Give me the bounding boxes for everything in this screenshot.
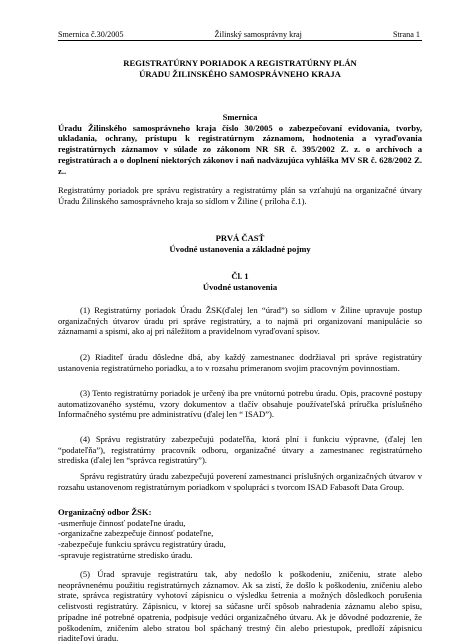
smernica-section (58, 112, 422, 176)
article-title: Úvodné ustanovenia (202, 281, 278, 292)
paragraph-4b: Správu registratúry úradu zabezpečujú poverení zamestnanci príslušných organizačných útvarov v rozsahu ustanovenom registratúrnym poriadkom v spolupráci s tvorcom ISAD Fabasoft Data Group. (58, 471, 422, 492)
intro-paragraph: Registratúrny poriadok pre správu registratúry a registratúrny plán sa vzťahujú na organizačné útvary Úradu Žilinského samosprávneho kraja so sídlom v Žiline ( príloha č.1). (58, 185, 422, 206)
org-item: -zabezpečuje funkciu správcu registratúry úradu, (58, 539, 226, 550)
paragraph-1: (1) Registratúrny poriadok Úradu ŽSK(ďalej len “úrad”) so sídlom v Žiline upravuje postup organizačných útvarov úradu pri správe registratúry, a to najmä pri organizovaní manipulácie so záznamami a spismi, ako aj pri náležitom a pravidelnom vyraďovaní spisov. (58, 305, 422, 337)
paragraph-4a: (4) Správu registratúry zabezpečujú podateľňa, ktorá plní i funkciu výpravne, (ďalej len “podateľňa”), registratúrny pracovník odboru, organizačné útvary a zamestnanec registratúrneho strediska (ďalej len “správca registratúry”). (58, 434, 422, 466)
page-header (58, 30, 422, 41)
smernica-text: Úradu Žilinského samosprávneho kraja číslo 30/2005 o zabezpečovaní evidovania, tvorby, ukladania, ochrany, prístupu k registratúrnym záznamom, hodnotenia a vyraďovania registratúrnych záznamov v súlade zo zákonom NR SR č. 395/2002 Z. z. o archívoch a registratúrach a o doplnení niektorých zákonov i naň nadväzujúca vyhláška MV SR č. 628/2002 Z. z.. (58, 122, 422, 176)
header-center: Žilinský samosprávny kraj (214, 30, 302, 39)
document-title (58, 58, 422, 79)
part-subtitle: Úvodné ustanovenia a základné pojmy (169, 243, 311, 254)
org-item: -usmerňuje činnosť podateľne úradu, (58, 517, 186, 528)
org-item: -spravuje registratúrne stredisko úradu. (58, 549, 193, 560)
title-line-2: ÚRADU ŽILINSKÉHO SAMOSPRÁVNEHO KRAJA (139, 68, 341, 79)
paragraph-3: (3) Tento registratúrny poriadok je určený iba pre vnútornú potrebu úradu. Opis, pracovné postupy automatizovaného systému, vzory dokumentov a tlačív obsahuje používateľská príručka príslušného Informačného systému pre administratívu (ďalej len “ ISAD”). (58, 388, 422, 420)
org-heading: Organizačný odbor ŽSK: (58, 507, 152, 517)
org-item: -organizačne zabezpečuje činnosť podateľne, (58, 528, 214, 539)
header-left: Smernica č.30/2005 (58, 30, 124, 39)
article-number: Čl. 1 (231, 271, 249, 281)
org-section (58, 507, 422, 561)
title-line-1: REGISTRATÚRNY PORIADOK A REGISTRATÚRNY PLÁN (123, 58, 357, 68)
smernica-heading: Smernica (222, 112, 258, 122)
paragraph-5: (5) Úrad spravuje registratúru tak, aby nedošlo k poškodeniu, zničeniu, strate alebo neoprávnenému použitiu registratúrnych záznamov. Ak sa zistí, že došlo k poškodeniu, zničeniu alebo strate, správca registratúry vyhotoví zápisnicu o výsledku šetrenia a možných dôsledkoch porušenia celistvosti registratúry. Zápisnicu, v ktorej sa súčasne určí spôsob nahradenia záznamu alebo spisu, prípadne iné potrebné opatrenia, podpisuje vedúci organizačného útvaru. Ak je dôvodné podozrenie, že poškodením, zničením alebo stratou bol spáchaný trestný čin alebo priestupok, predloží zápisnicu riaditeľovi úradu. (58, 569, 422, 644)
article-heading (58, 271, 422, 292)
part-heading (58, 233, 422, 254)
paragraph-2: (2) Riaditeľ úradu dôsledne dbá, aby každý zamestnanec dodržiaval pri správe registratúry ustanovenia registratúrneho poriadku, a to v rozsahu primeranom svojim pracovným povinnostiam. (58, 352, 422, 373)
part-title: PRVÁ ČASŤ (215, 233, 265, 243)
header-right: Strana 1 (392, 30, 420, 39)
